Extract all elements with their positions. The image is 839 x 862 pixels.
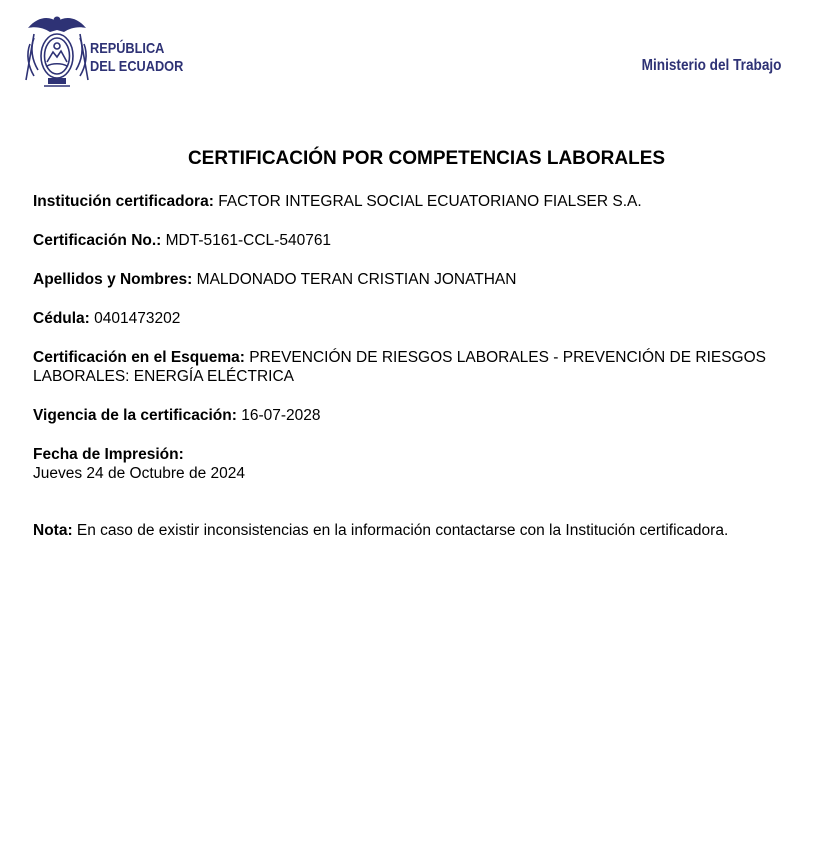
- field-validity: [33, 406, 833, 425]
- field-value: FACTOR INTEGRAL SOCIAL ECUATORIANO FIALSER S.A.: [218, 193, 642, 210]
- field-certification-number: [33, 231, 833, 250]
- ministry-name: Ministerio del Trabajo: [641, 57, 781, 74]
- document-header: [0, 0, 839, 100]
- field-value: 16-07-2028: [241, 407, 321, 424]
- field-value: Jueves 24 de Octubre de 2024: [33, 465, 245, 482]
- field-institution: [33, 192, 833, 211]
- page-title: CERTIFICACIÓN POR COMPETENCIAS LABORALES: [187, 148, 666, 169]
- note: [33, 521, 833, 540]
- note-label: Nota:: [33, 522, 73, 539]
- field-value: 0401473202: [94, 310, 181, 327]
- certificate-body: [33, 192, 833, 560]
- field-label: Apellidos y Nombres:: [33, 271, 193, 288]
- field-full-name: [33, 270, 833, 289]
- field-scheme: [33, 348, 833, 386]
- field-label: Certificación No.:: [33, 232, 162, 249]
- field-label: Certificación en el Esquema:: [33, 349, 245, 366]
- ecuador-coat-of-arms-icon: [20, 10, 94, 90]
- note-text: En caso de existir inconsistencias en la información contactarse con la Institución certificadora.: [76, 522, 729, 539]
- country-line-1: REPÚBLICA: [90, 40, 165, 57]
- field-value: MDT-5161-CCL-540761: [165, 232, 332, 249]
- country-line-2: DEL ECUADOR: [90, 58, 184, 75]
- field-value: MALDONADO TERAN CRISTIAN JONATHAN: [196, 271, 517, 288]
- field-label: Vigencia de la certificación:: [33, 407, 237, 424]
- country-name: [90, 40, 183, 76]
- field-value: PREVENCIÓN DE RIESGOS LABORALES - PREVENCIÓN DE RIESGOS LABORALES: ENERGÍA ELÉCTRICA: [33, 349, 767, 385]
- field-id-number: [33, 309, 833, 328]
- field-print-date: [33, 445, 833, 483]
- field-label: Institución certificadora:: [33, 193, 214, 210]
- field-label: Fecha de Impresión:: [33, 446, 184, 463]
- field-label: Cédula:: [33, 310, 90, 327]
